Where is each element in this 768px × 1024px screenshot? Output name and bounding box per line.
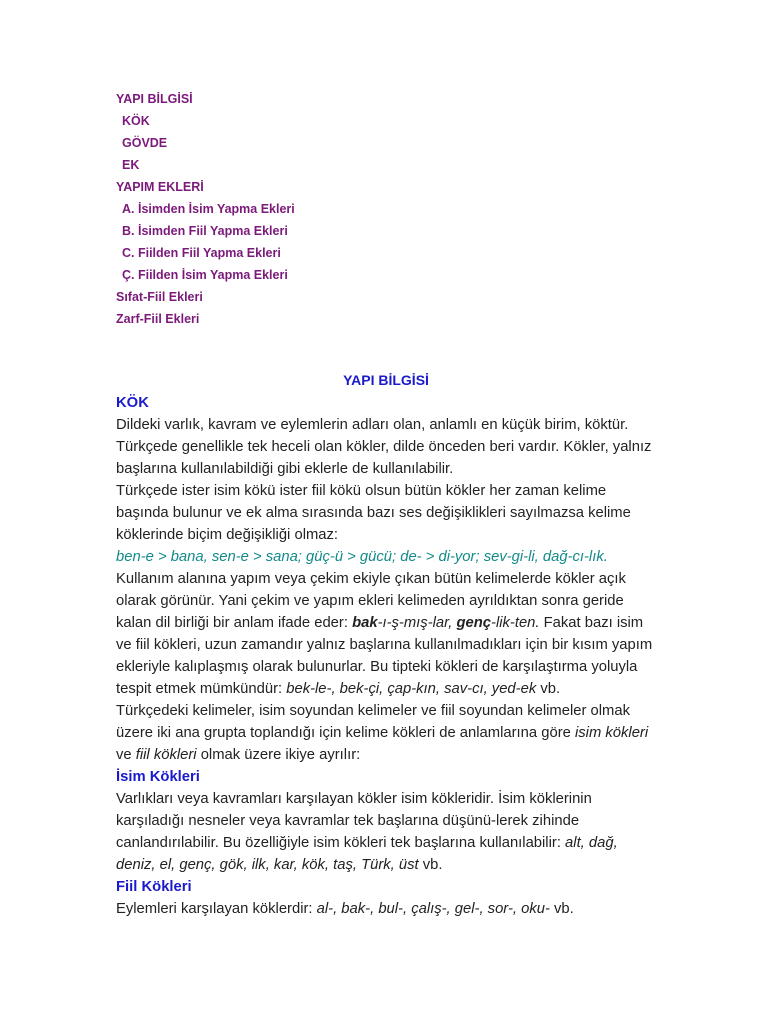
example-root-bak: bak (352, 615, 378, 631)
paragraph-5 (116, 788, 656, 876)
document-body (116, 368, 656, 920)
toc-link[interactable]: B. İsimden Fiil Yapma Ekleri (122, 224, 288, 238)
paragraph-3-text-a: Kullanım alanına yapım veya çekim ekiyle çıkan bütün kelimelerde kökler açık olarak görünür. Yani çekim ve yapım ekleri kelimeden ayrıldıktan sonra geride kalan dil birliği bir anlam ifade eder: (116, 571, 626, 631)
toc-link[interactable]: Ç. Fiilden İsim Yapma Ekleri (122, 268, 288, 282)
example-line: ben-e > bana, sen-e > sana; güç-ü > gücü; de- > di-yor; sev-gi-li, dağ-cı-lık. (116, 549, 608, 565)
paragraph-5-text-a: Varlıkları veya kavramları karşılayan kökler isim kökleridir. İsim köklerinin karşıladığı nesneler veya kavramlar tek başlarına düşünü-lerek zihinde canlandırılabilir. Bu özelliğiyle isim kökleri tek başlarına kullanılabilir: (116, 791, 592, 851)
toc-link[interactable]: C. Fiilden Fiil Yapma Ekleri (122, 246, 281, 260)
toc-link[interactable]: YAPI BİLGİSİ (116, 92, 193, 106)
term-fiil-kokleri: fiil kökleri (135, 747, 197, 763)
toc-link[interactable]: GÖVDE (122, 136, 168, 150)
paragraph-2: Türkçede ister isim kökü ister fiil kökü olsun bütün kökler her zaman kelime başında bulunur ve ek alma sırasında bazı ses değişiklikleri sayılmazsa kelime köklerinde biçim değişikliği olmaz: (116, 483, 631, 543)
example-root-genc: genç (456, 615, 492, 631)
paragraph-6-examples: al-, bak-, bul-, çalış-, gel-, sor-, oku- (316, 901, 550, 917)
heading-isim-kokleri: İsim Kökleri (116, 769, 200, 785)
toc-link[interactable]: KÖK (122, 114, 150, 128)
toc-link[interactable]: YAPIM EKLERİ (116, 180, 204, 194)
paragraph-3-examples: bek-le-, bek-çi, çap-kın, sav-cı, yed-ek (286, 681, 537, 697)
paragraph-5-examples: alt, dağ, deniz, el, genç, gök, ilk, kar, kök, taş, Türk, üst (116, 835, 618, 873)
toc-link[interactable]: EK (122, 158, 140, 172)
heading-kok: KÖK (116, 395, 149, 411)
paragraph-4-mid: ve (116, 747, 136, 763)
example-suffix-bak: -ı-ş-mış-lar, (377, 615, 457, 631)
paragraph-4-text-a: Türkçedeki kelimeler, isim soyundan kelimeler ve fiil soyundan kelimeler olmak üzere iki ana grupta toplandığı için kelime kökleri de anlamlarına göre (116, 703, 630, 741)
toc-link[interactable]: Zarf-Fiil Ekleri (116, 312, 200, 326)
paragraph-4 (116, 700, 656, 766)
paragraph-3 (116, 568, 656, 700)
paragraph-6 (116, 898, 656, 920)
paragraph-3-end: vb. (536, 681, 561, 697)
toc-link[interactable]: A. İsimden İsim Yapma Ekleri (122, 202, 295, 216)
example-suffix-genc: -lik-ten. (491, 615, 540, 631)
toc-link[interactable]: Sıfat-Fiil Ekleri (116, 290, 203, 304)
term-isim-kokleri: isim kökleri (574, 725, 649, 741)
table-of-contents (116, 88, 295, 330)
paragraph-4-end: olmak üzere ikiye ayrılır: (196, 747, 361, 763)
heading-fiil-kokleri: Fiil Kökleri (116, 879, 192, 895)
paragraph-3-text-b: Fakat bazı isim ve fiil kökleri, uzun zamandır yalnız başlarına kullanılmadıkları için bir kısım yapım ekleriyle kalıplaşmış olarak bulunurlar. Bu tipteki kökleri de karşılaştırma yoluyla tespit etmek mümkündür: (116, 615, 653, 697)
paragraph-6-text-a: Eylemleri karşılayan köklerdir: (116, 901, 317, 917)
paragraph-5-end: vb. (418, 857, 443, 873)
paragraph-1: Dildeki varlık, kavram ve eylemlerin adları olan, anlamlı en küçük birim, köktür. Türkçede genellikle tek heceli olan kökler, dilde önceden beri vardır. Kökler, yalnız başlarına kullanılabildiği gibi eklerle de kullanılabilir. (116, 417, 652, 477)
section-title: YAPI BİLGİSİ (343, 372, 429, 388)
paragraph-6-end: vb. (549, 901, 574, 917)
